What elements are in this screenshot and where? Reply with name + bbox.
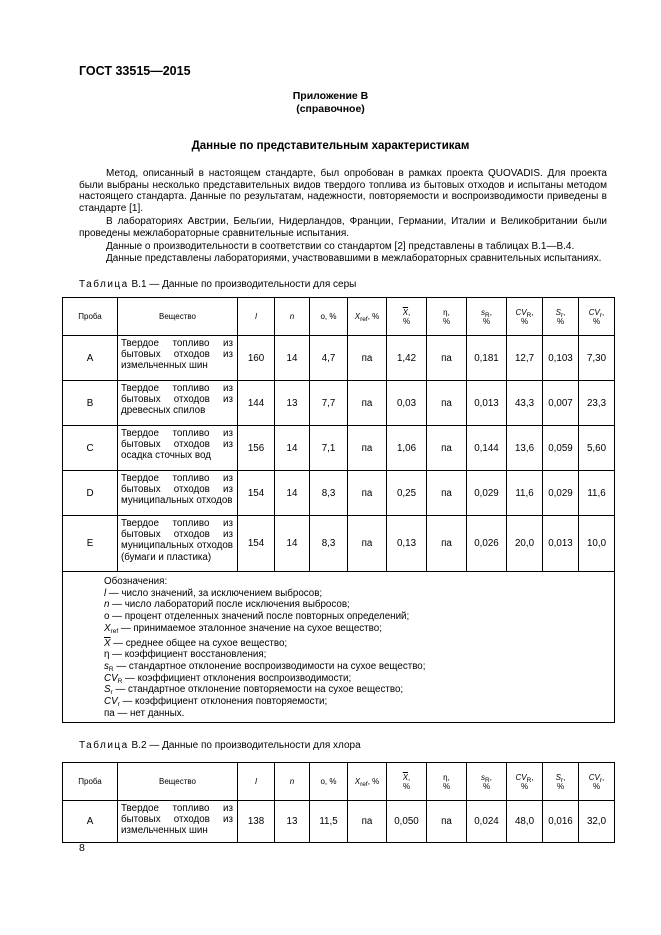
col-header-xbar: $\overline{X}$, % bbox=[387, 763, 427, 801]
cell-Sr: 0,103 bbox=[543, 336, 579, 381]
cell-xbar: 0,050 bbox=[387, 801, 427, 843]
paragraph-4: Данные представлены лабораториями, участвовавшими в межлабораторных сравнительных испытаниях. bbox=[106, 253, 602, 264]
cell-xref: па bbox=[348, 426, 387, 471]
legend-CVR: $CV_R$ — коэффициент отклонения воспроизводимости; bbox=[104, 672, 352, 685]
paragraph-1: Метод, описанный в настоящем стандарте, был опробован в рамках проекта QUOVADIS. Для проекта были выбраны несколько представительных видов твердого топлива из бытовых отходов и испытаны методом настоящего стандарта. Данные по результатам, надежности, повторяемости и воспроизводимости приведены в стандарте [1]. bbox=[79, 168, 607, 214]
table1-legend-row bbox=[63, 572, 615, 723]
table2-caption-word: Таблица bbox=[79, 740, 129, 751]
cell-o: 8,3 bbox=[310, 516, 348, 572]
cell-o: 7,7 bbox=[310, 381, 348, 426]
cell-n: 14 bbox=[275, 336, 310, 381]
col-header-o: o, % bbox=[310, 298, 348, 336]
cell-eta: па bbox=[427, 801, 467, 843]
cell-CVR: 12,7 bbox=[507, 336, 543, 381]
col-header-sR: $s_R$, % bbox=[467, 763, 507, 801]
cell-probe: A bbox=[63, 336, 118, 381]
cell-sR: 0,181 bbox=[467, 336, 507, 381]
table1-header-row bbox=[63, 298, 615, 336]
paragraph-3: Данные о производительности в соответствии со стандартом [2] представлены в таблицах В.1—В.4. bbox=[106, 241, 575, 252]
cell-probe: E bbox=[63, 516, 118, 572]
table-row bbox=[63, 336, 615, 381]
cell-o: 4,7 bbox=[310, 336, 348, 381]
legend-CVr: $CV_r$ — коэффициент отклонения повторяемости; bbox=[104, 696, 328, 709]
col-header-sR: $s_R$, % bbox=[467, 298, 507, 336]
col-header-o: o, % bbox=[310, 763, 348, 801]
cell-xbar: 1,42 bbox=[387, 336, 427, 381]
cell-probe: D bbox=[63, 471, 118, 516]
col-header-l: l bbox=[238, 298, 275, 336]
cell-xbar: 1,06 bbox=[387, 426, 427, 471]
cell-xref: па bbox=[348, 471, 387, 516]
col-header-n: n bbox=[275, 298, 310, 336]
cell-probe: B bbox=[63, 381, 118, 426]
cell-eta: па bbox=[427, 381, 467, 426]
cell-l: 154 bbox=[238, 516, 275, 572]
cell-xref: па bbox=[348, 381, 387, 426]
legend-l: l — число значений, за исключением выбросов; bbox=[104, 587, 323, 599]
cell-Sr: 0,007 bbox=[543, 381, 579, 426]
legend-n: n — число лабораторий после исключения выбросов; bbox=[104, 599, 350, 611]
cell-xbar: 0,25 bbox=[387, 471, 427, 516]
cell-n: 13 bbox=[275, 381, 310, 426]
cell-n: 14 bbox=[275, 516, 310, 572]
cell-substance: Твердое топливо из бытовых отходов из измельченных шин bbox=[118, 801, 238, 843]
cell-eta: па bbox=[427, 516, 467, 572]
cell-l: 160 bbox=[238, 336, 275, 381]
cell-substance: Твердое топливо из бытовых отходов из древесных спилов bbox=[118, 381, 238, 426]
cell-eta: па bbox=[427, 336, 467, 381]
table1-legend bbox=[63, 572, 615, 723]
col-header-CVr: $CV_r$, % bbox=[579, 298, 615, 336]
cell-sR: 0,026 bbox=[467, 516, 507, 572]
legend-xref: $X_{ref}$ — принимаемое эталонное значение на сухое вещество; bbox=[104, 622, 382, 635]
cell-n: 14 bbox=[275, 426, 310, 471]
cell-CVR: 20,0 bbox=[507, 516, 543, 572]
table-row bbox=[63, 426, 615, 471]
cell-n: 13 bbox=[275, 801, 310, 843]
appendix-heading bbox=[0, 90, 661, 116]
cell-o: 8,3 bbox=[310, 471, 348, 516]
cell-sR: 0,144 bbox=[467, 426, 507, 471]
cell-xref: па bbox=[348, 801, 387, 843]
cell-sR: 0,029 bbox=[467, 471, 507, 516]
cell-CVr: 11,6 bbox=[579, 471, 615, 516]
legend-eta: η — коэффициент восстановления; bbox=[104, 649, 267, 661]
cell-probe: A bbox=[63, 801, 118, 843]
cell-substance: Твердое топливо из бытовых отходов из осадка сточных вод bbox=[118, 426, 238, 471]
cell-l: 138 bbox=[238, 801, 275, 843]
col-header-CVR: $CV_R$, % bbox=[507, 763, 543, 801]
cell-l: 154 bbox=[238, 471, 275, 516]
cell-Sr: 0,059 bbox=[543, 426, 579, 471]
col-header-xref: $X_{ref}$, % bbox=[348, 763, 387, 801]
col-header-l: l bbox=[238, 763, 275, 801]
table2-caption-text: В.2 — Данные по производительности для хлора bbox=[128, 740, 361, 751]
table1-caption-word: Таблица bbox=[79, 279, 129, 290]
cell-Sr: 0,013 bbox=[543, 516, 579, 572]
cell-eta: па bbox=[427, 426, 467, 471]
col-header-xref: $X_{ref}$, % bbox=[348, 298, 387, 336]
paragraph-2: В лабораториях Австрии, Бельгии, Нидерландов, Франции, Германии, Италии и Великобритании были проведены межлабораторные сравнительные испытания. bbox=[79, 216, 607, 239]
col-header-eta: η, % bbox=[427, 763, 467, 801]
legend-title: Обозначения: bbox=[104, 576, 168, 587]
cell-l: 156 bbox=[238, 426, 275, 471]
cell-substance: Твердое топливо из бытовых отходов из муниципальных отходов bbox=[118, 471, 238, 516]
cell-o: 7,1 bbox=[310, 426, 348, 471]
col-header-xbar: $\overline{X}$, % bbox=[387, 298, 427, 336]
cell-CVr: 5,60 bbox=[579, 426, 615, 471]
cell-sR: 0,013 bbox=[467, 381, 507, 426]
cell-substance: Твердое топливо из бытовых отходов из муниципальных отходов (бумаги и пластика) bbox=[118, 516, 238, 572]
legend-na: па — нет данных. bbox=[104, 707, 185, 719]
table1-caption bbox=[79, 279, 356, 290]
cell-CVR: 43,3 bbox=[507, 381, 543, 426]
col-header-probe: Проба bbox=[63, 298, 118, 336]
cell-CVr: 7,30 bbox=[579, 336, 615, 381]
cell-sR: 0,024 bbox=[467, 801, 507, 843]
appendix-subtitle: (справочное) bbox=[296, 103, 365, 115]
cell-probe: C bbox=[63, 426, 118, 471]
page-number: 8 bbox=[79, 842, 85, 854]
col-header-substance: Вещество bbox=[118, 763, 238, 801]
cell-CVR: 13,6 bbox=[507, 426, 543, 471]
table-row bbox=[63, 381, 615, 426]
standard-header: ГОСТ 33515—2015 bbox=[79, 64, 191, 78]
cell-CVR: 11,6 bbox=[507, 471, 543, 516]
col-header-n: n bbox=[275, 763, 310, 801]
cell-Sr: 0,029 bbox=[543, 471, 579, 516]
cell-xbar: 0,13 bbox=[387, 516, 427, 572]
col-header-probe: Проба bbox=[63, 763, 118, 801]
legend-xbar: $\overline{X}$ — среднее общее на сухое вещество; bbox=[104, 637, 288, 649]
col-header-Sr: $S_r$, % bbox=[543, 763, 579, 801]
appendix-title: Приложение В bbox=[292, 90, 369, 102]
cell-o: 11,5 bbox=[310, 801, 348, 843]
cell-xref: па bbox=[348, 336, 387, 381]
table2 bbox=[62, 762, 615, 843]
legend-sR: $s_R$ — стандартное отклонение воспроизводимости на сухое вещество; bbox=[104, 660, 426, 673]
table-row bbox=[63, 471, 615, 516]
legend-o: о — процент отделенных значений после повторных определений; bbox=[104, 611, 410, 623]
table1-caption-text: В.1 — Данные по производительности для серы bbox=[128, 279, 357, 290]
cell-xref: па bbox=[348, 516, 387, 572]
cell-l: 144 bbox=[238, 381, 275, 426]
cell-substance: Твердое топливо из бытовых отходов из измельченных шин bbox=[118, 336, 238, 381]
table2-header-row bbox=[63, 763, 615, 801]
cell-CVR: 48,0 bbox=[507, 801, 543, 843]
col-header-CVr: $CV_r$, % bbox=[579, 763, 615, 801]
cell-CVr: 32,0 bbox=[579, 801, 615, 843]
cell-CVr: 10,0 bbox=[579, 516, 615, 572]
table1 bbox=[62, 297, 615, 723]
cell-n: 14 bbox=[275, 471, 310, 516]
col-header-substance: Вещество bbox=[118, 298, 238, 336]
legend-Sr: $S_r$ — стандартное отклонение повторяемости на сухое вещество; bbox=[104, 684, 404, 697]
table-row bbox=[63, 516, 615, 572]
cell-eta: па bbox=[427, 471, 467, 516]
section-title: Данные по представительным характеристикам bbox=[191, 140, 470, 152]
cell-xbar: 0,03 bbox=[387, 381, 427, 426]
col-header-Sr: $S_r$, % bbox=[543, 298, 579, 336]
col-header-CVR: $CV_R$, % bbox=[507, 298, 543, 336]
cell-Sr: 0,016 bbox=[543, 801, 579, 843]
table2-caption bbox=[79, 740, 361, 751]
cell-CVr: 23,3 bbox=[579, 381, 615, 426]
col-header-eta: η, % bbox=[427, 298, 467, 336]
table-row bbox=[63, 801, 615, 843]
